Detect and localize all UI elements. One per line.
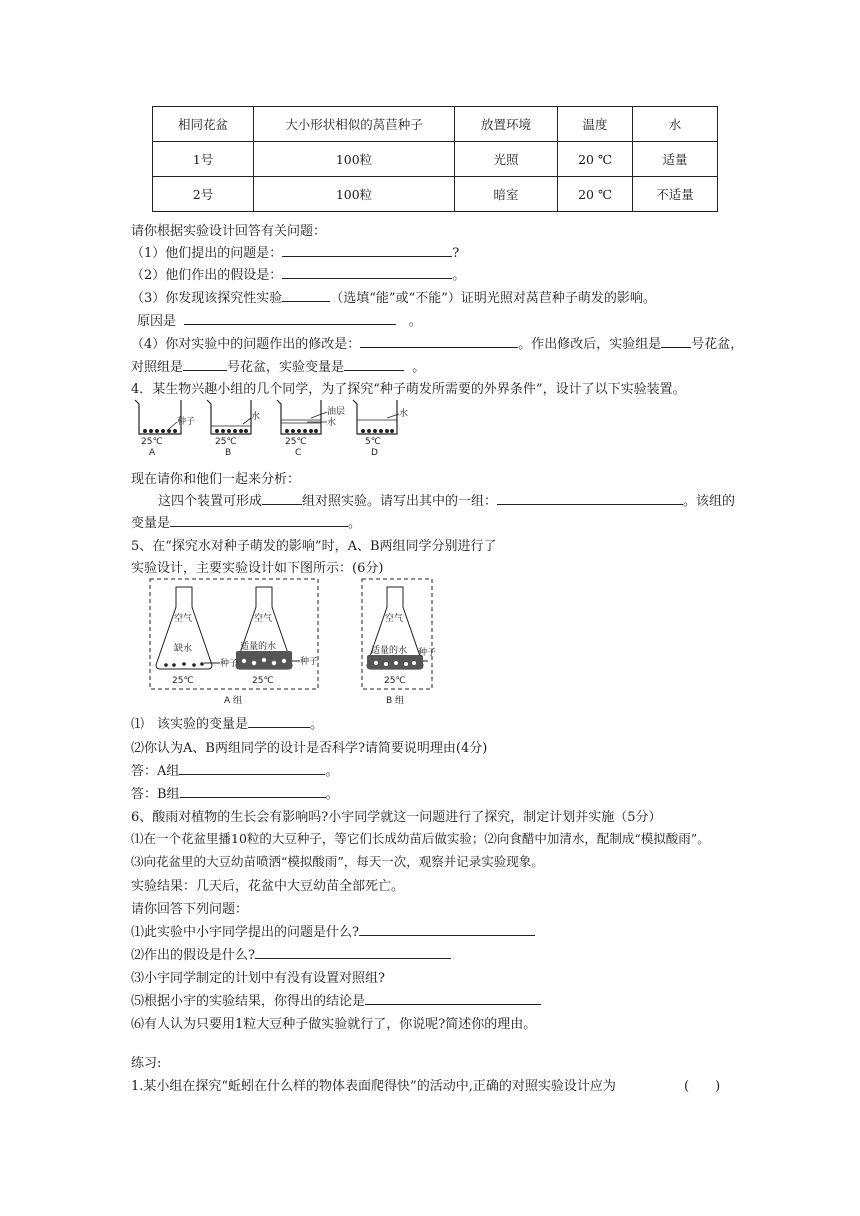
q3-part4-end: 。: [412, 360, 426, 375]
table-row: [153, 177, 718, 212]
q6-answer1: [131, 921, 535, 940]
q3-intro: 请你根据实验设计回答有关问题：: [131, 224, 327, 239]
q3-part3-text2: （选填“能”或“不能”）证明光照对莴苣种子萌发的影响。: [330, 291, 656, 306]
group-b-box: [362, 579, 432, 689]
q5-sub2: ⑵你认为A、B两组同学的设计是否科学?请简要说明理由(4分): [131, 741, 488, 756]
q3-part1: [131, 242, 459, 261]
q3-part3-text: （3）你发现该探究性实验: [131, 291, 283, 306]
q6-step1: ⑴在一个花盆里播10粒的大豆种子，等它们长成幼苗后做实验；⑵向食醋中加清水，配制成“模拟酸雨”。: [131, 831, 710, 846]
answer-blank[interactable]: [365, 992, 541, 1005]
q5-title2: 实验设计，主要实验设计如下图所示：(6分): [131, 561, 384, 576]
answer-blank[interactable]: [360, 335, 518, 348]
q3-reason-end: 。: [408, 314, 422, 329]
q6-answer5-text: ⑸根据小宇的实验结果，你得出的结论是: [131, 994, 366, 1009]
q3-part2: [131, 264, 465, 283]
seed-beaker-diagram: [131, 396, 421, 458]
q4-line2-end: 。: [348, 516, 362, 531]
label-d: D: [371, 448, 378, 458]
label-lack-water: 缺水: [174, 644, 193, 654]
flask-diagram: [148, 577, 437, 709]
answer-blank[interactable]: [282, 266, 452, 279]
label-a: A: [149, 448, 156, 458]
table-cell: 100粒: [254, 177, 455, 212]
q3-part2-text: （2）他们作出的假设是：: [131, 268, 283, 283]
q3-reason: [137, 310, 422, 329]
table-header-cell: 放置环境: [455, 107, 558, 142]
label-seed-b: 种子: [418, 648, 437, 658]
practice-title: 练习:: [131, 1056, 162, 1071]
q5-title1: 5、在“探究水对种子萌发的影响”时，A、B两组同学分别进行了: [131, 539, 497, 554]
label-air-a2: 空气: [254, 614, 273, 624]
table-header-cell: 温度: [558, 107, 633, 142]
q4-line1: [158, 490, 735, 509]
table-row: [153, 142, 718, 177]
q3-part4-text5: 号花盆，实验变量是: [227, 360, 345, 375]
label-temp-a1: 25℃: [172, 676, 194, 686]
table-cell: 20 ℃: [558, 177, 633, 212]
table-cell: 1号: [153, 142, 254, 177]
q3-part3: [131, 287, 656, 306]
q3-part4-text3: 号花盆，: [691, 337, 744, 352]
q4-line2-text: 变量是: [131, 516, 171, 531]
practice-q1: 1.某小组在探究“蚯蚓在什么样的物体表面爬得快”的活动中,正确的对照实验设计应为: [131, 1079, 616, 1094]
answer-blank[interactable]: [248, 715, 310, 728]
q4-title: 4．某生物兴趣小组的几个同学，为了探究“种子萌发所需要的外界条件”，设计了以下实验装置。: [131, 382, 686, 397]
answer-blank[interactable]: [282, 289, 330, 302]
q3-reason-label: 原因是: [137, 314, 177, 329]
answer-blank[interactable]: [170, 514, 348, 527]
label-air-a1: 空气: [174, 614, 193, 624]
q3-part1-end: ?: [452, 246, 460, 261]
q3-part1-text: （1）他们提出的问题是：: [131, 246, 283, 261]
group-a-box: [150, 579, 318, 689]
q6-answer6: ⑹有人认为只要用1粒大豆种子做实验就行了，你说呢?简述你的理由。: [131, 1017, 537, 1032]
label-temp-a2: 25℃: [252, 676, 274, 686]
label-group-a: A 组: [224, 696, 243, 706]
q6-answer5: [131, 990, 541, 1009]
temp-b: 25℃: [215, 437, 237, 447]
q3-part2-end: 。: [452, 268, 466, 283]
q4-line1-text: 这四个装置可形成: [158, 494, 263, 509]
q5-answer-b: [131, 783, 339, 802]
label-proper-water-a: 适量的水: [240, 642, 277, 652]
table-cell: 适量: [633, 142, 718, 177]
table-header-row: [153, 107, 718, 142]
table-cell: 100粒: [254, 142, 455, 177]
table-cell: 2号: [153, 177, 254, 212]
q5-answer-b-label: 答：B组: [131, 787, 180, 802]
q5-answer-a-label: 答：A组: [131, 764, 180, 779]
q3-part4-text: （4）你对实验中的问题作出的修改是：: [131, 337, 361, 352]
table-cell: 20 ℃: [558, 142, 633, 177]
answer-blank[interactable]: [497, 492, 683, 505]
q4-line1-text2: 组对照实验。请写出其中的一组：: [302, 494, 498, 509]
q3-part4-text4: 对照组是: [131, 360, 184, 375]
label-proper-water-b: 适量的水: [371, 646, 408, 656]
answer-blank[interactable]: [255, 946, 451, 959]
table-header-cell: 相同花盆: [153, 107, 254, 142]
table-header-cell: 水: [633, 107, 718, 142]
q5-answer-a: [131, 760, 338, 779]
answer-blank[interactable]: [183, 358, 227, 371]
temp-d: 5℃: [365, 437, 381, 447]
beaker-b: [207, 400, 251, 434]
q5-answer-b-end: 。: [325, 787, 339, 802]
answer-blank[interactable]: [344, 358, 404, 371]
answer-blank[interactable]: [661, 335, 691, 348]
label-seed-a1: 种子: [220, 659, 239, 669]
q3-part4: [131, 333, 743, 352]
answer-blank[interactable]: [180, 785, 326, 798]
q5-answer-a-end: 。: [325, 764, 339, 779]
q6-ask: 请你回答下列问题：: [131, 902, 249, 917]
temp-a: 25℃: [141, 437, 163, 447]
label-water-d: 水: [399, 409, 409, 419]
label-seed-a2: 种子: [300, 657, 319, 667]
label-seed: 种子: [177, 417, 196, 427]
label-group-b: B 组: [386, 696, 405, 706]
q4-line1-text3: 。该组的: [683, 494, 736, 509]
q3-part4-text2: 。作出修改后，实验组是: [518, 337, 662, 352]
q4-line2: [131, 512, 361, 531]
label-air-b: 空气: [385, 614, 404, 624]
q6-step2: ⑶向花盆里的大豆幼苗喷洒“模拟酸雨”，每天一次，观察并记录实验现象。: [131, 854, 544, 869]
answer-blank[interactable]: [282, 244, 452, 257]
label-c: C: [295, 448, 302, 458]
label-oil: 油层: [327, 407, 346, 417]
q6-answer2: [131, 944, 451, 963]
q6-title: 6、酸雨对植物的生长会有影响吗?小宇同学就这一问题进行了探究，制定计划并实施（5分）: [131, 810, 662, 825]
answer-blank[interactable]: [359, 923, 535, 936]
answer-blank[interactable]: [179, 762, 325, 775]
table-cell: 暗室: [455, 177, 558, 212]
table-cell: 不适量: [633, 177, 718, 212]
answer-blank[interactable]: [262, 492, 302, 505]
q6-answer1-text: ⑴此实验中小宇同学提出的问题是什么?: [131, 925, 359, 940]
q6-result: 实验结果：几天后，花盆中大豆幼苗全部死亡。: [131, 879, 405, 894]
q6-answer3: ⑶小宇同学制定的计划中有没有设置对照组?: [131, 971, 385, 986]
q6-answer2-text: ⑵作出的假设是什么?: [131, 948, 255, 963]
table-header-cell: 大小形状相似的莴苣种子: [254, 107, 455, 142]
q3-part4-cont: [131, 356, 425, 375]
answer-blank[interactable]: [184, 312, 396, 325]
q4-analyze: 现在请你和他们一起来分析：: [131, 472, 301, 487]
label-temp-b: 25℃: [384, 676, 406, 686]
q5-sub1-end: 。: [310, 717, 324, 732]
label-water-c: 水: [327, 418, 337, 428]
q5-sub1-text: ⑴ 该实验的变量是: [131, 717, 249, 732]
beaker-a: [135, 400, 181, 434]
experiment-table: [152, 106, 718, 212]
table-cell: 光照: [455, 142, 558, 177]
q5-sub1: [131, 713, 323, 732]
temp-c: 25℃: [285, 437, 307, 447]
practice-q1-bracket: ( ): [684, 1079, 721, 1094]
flask-a1: [156, 587, 212, 669]
label-b: B: [225, 448, 232, 458]
label-water: 水: [251, 412, 261, 422]
